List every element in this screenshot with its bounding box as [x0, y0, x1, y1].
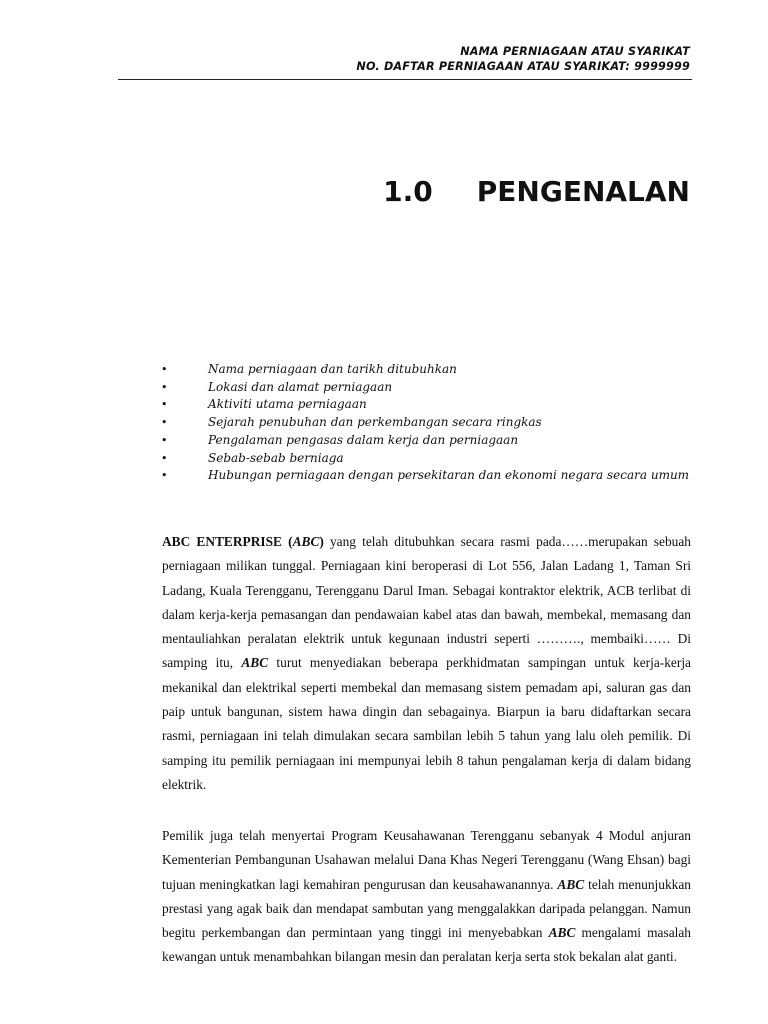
list-item [160, 361, 720, 379]
paren-open: ( [281, 534, 293, 549]
header-registration-number: NO. DAFTAR PERNIAGAAN ATAU SYARIKAT: 9999999 [356, 60, 690, 73]
paragraph-text: Pemilik juga telah menyertai Program Keusahawanan Terengganu sebanyak 4 Modul anjuran Kementerian Pembangunan Usahawan melalui Dana Khas Negeri Terengganu (Wang Ehsan) bagi tujuan meningkatkan lagi kemahiran pengurusan dan keusahawanannya. [162, 828, 691, 892]
bullet-icon: • [161, 416, 168, 430]
bullet-list [160, 361, 720, 485]
list-item [160, 379, 720, 397]
paragraph-text: yang telah ditubuhkan secara rasmi pada……merupakan sebuah perniagaan milikan tunggal. Perniagaan kini beroperasi di Lot 556, Jalan Ladang 1, Taman Sri Ladang, Kuala Terengganu, Terengganu Darul Iman. Sebagai kontraktor elektrik, ACB terlibat di dalam kerja-kerja pemasangan dan pendawaian kabel atas dan bawah, membekal, memasang dan mentauliahkan peralatan elektrik untuk kegunaan industri seperti ………., membaiki…… Di samping itu, [162, 534, 691, 671]
paren-close: ) [319, 534, 324, 549]
owner-paragraph [162, 824, 691, 970]
list-item-text: Sebab-sebab berniaga [208, 450, 344, 465]
list-item-text: Pengalaman pengasas dalam kerja dan perniagaan [208, 432, 519, 447]
header-business-name: NAMA PERNIAGAAN ATAU SYARIKAT [460, 45, 690, 58]
chapter-number: 1.0 [383, 175, 433, 208]
list-item-text: Sejarah penubuhan dan perkembangan secara ringkas [208, 415, 542, 430]
list-item [160, 396, 720, 414]
bullet-icon: • [161, 433, 168, 447]
company-abbreviation: ABC [557, 876, 585, 892]
header-divider [118, 79, 692, 80]
intro-paragraph [162, 530, 691, 797]
page-header [356, 44, 690, 74]
bullet-icon: • [161, 380, 168, 394]
list-item-text: Nama perniagaan dan tarikh ditubuhkan [208, 362, 457, 376]
bullet-icon: • [161, 398, 168, 412]
list-item-text: Hubungan perniagaan dengan persekitaran dan ekonomi negara secara umum [208, 468, 690, 483]
bullet-icon: • [161, 469, 168, 483]
list-item [160, 450, 720, 468]
list-item [160, 467, 720, 485]
chapter-heading [383, 172, 690, 212]
bullet-icon: • [161, 363, 168, 376]
company-name: ABC ENTERPRISE [162, 534, 282, 549]
list-item [160, 432, 720, 450]
paragraph-text: telah menunjukkan prestasi yang agak baik dan mendapat sambutan yang menggalakkan daripada pelanggan. Namun begitu perkembangan dan permintaan yang tinggi ini menyebabkan [162, 876, 691, 941]
company-abbreviation: ABC [241, 655, 269, 671]
chapter-title: PENGENALAN [476, 175, 690, 208]
company-abbreviation: ABC [548, 925, 576, 941]
company-abbreviation: ABC [292, 534, 320, 549]
list-item [160, 414, 720, 432]
bullet-icon: • [161, 451, 168, 465]
paragraph-text: turut menyediakan beberapa perkhidmatan sampingan untuk kerja-kerja mekanikal dan elektrikal seperti membekal dan memasang sistem pemadam api, saluran gas dan paip untuk bangunan, sistem hawa dingin dan sebagainya. Biarpun ia baru didaftarkan secara rasmi, perniagaan ini telah dimulakan secara sambilan lebih 5 tahun yang lalu oleh pemilik. Di samping itu pemilik perniagaan ini mempunyai lebih 8 tahun pengalaman kerja di dalam bidang elektrik. [162, 655, 691, 792]
list-item-text: Lokasi dan alamat perniagaan [208, 379, 393, 394]
paragraph-text: mengalami masalah kewangan untuk menambahkan bilangan mesin dan peralatan kerja serta stok bekalan alat ganti. [162, 925, 691, 965]
list-item-text: Aktiviti utama perniagaan [208, 397, 367, 412]
